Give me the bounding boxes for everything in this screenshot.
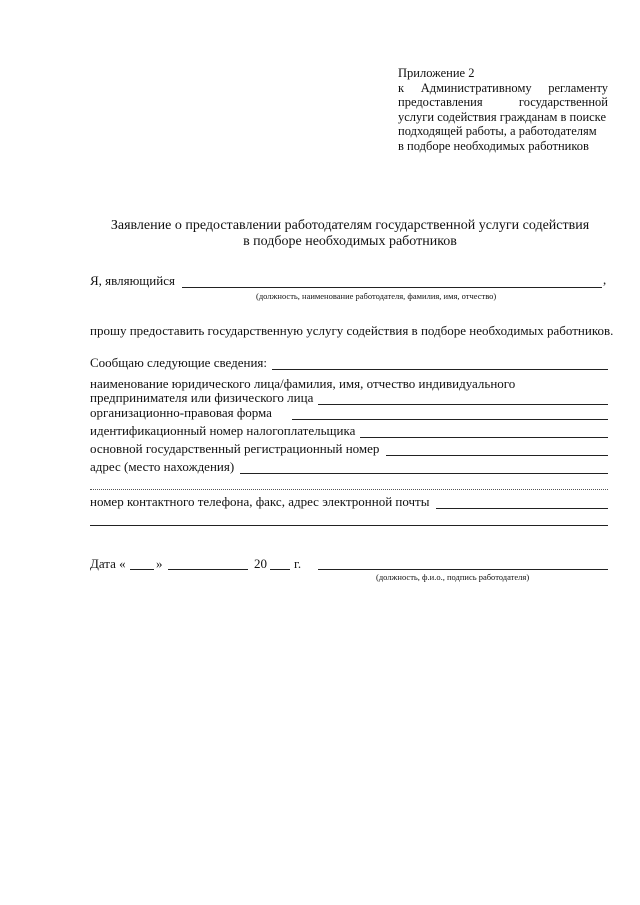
ogrn-field[interactable]: [386, 455, 608, 456]
date-month-field[interactable]: [168, 569, 248, 570]
applicant-label: Я, являющийся: [90, 273, 175, 288]
appendix-number: Приложение 2: [398, 66, 475, 80]
request-text: прошу предоставить государственную услугу содействия в подборе необходимых работников.: [90, 323, 614, 338]
title-line: в подборе необходимых работников: [243, 234, 457, 249]
date-day-field[interactable]: [130, 569, 154, 570]
appendix-line: в подборе необходимых работников: [398, 138, 589, 153]
ogrn-label: основной государственный регистрационный номер: [90, 441, 380, 456]
appendix-line: услуги содействия гражданам в поиске: [398, 109, 606, 124]
applicant-field[interactable]: [182, 287, 602, 288]
year-suffix: г.: [294, 556, 302, 571]
year-prefix: 20: [254, 556, 267, 571]
document-title: [90, 218, 610, 250]
applicant-comma: ,: [603, 272, 607, 287]
applicant-caption: (должность, наименование работодателя, фамилия, имя, отчество): [256, 291, 497, 301]
inn-field[interactable]: [360, 437, 608, 438]
appendix-header: [398, 66, 608, 153]
info-label: Сообщаю следующие сведения:: [90, 355, 268, 370]
appendix-line: к Административному регламенту: [398, 80, 608, 95]
date-label: Дата «: [90, 556, 126, 571]
contacts-field[interactable]: [436, 508, 608, 509]
contacts-label: номер контактного телефона, факс, адрес электронной почты: [90, 494, 430, 509]
appendix-line: подходящей работы, а работодателям: [398, 124, 597, 138]
org-form-label: организационно-правовая форма: [90, 405, 272, 420]
signature-field[interactable]: [318, 569, 608, 570]
appendix-line: предоставления государственной: [398, 95, 608, 109]
date-close-quote: »: [156, 556, 163, 571]
org-form-field[interactable]: [292, 419, 608, 420]
inn-label: идентификационный номер налогоплательщика: [90, 423, 356, 438]
title-line: Заявление о предоставлении работодателям государственной услуги содействия: [110, 218, 590, 233]
legal-name-field[interactable]: [318, 404, 608, 405]
address-label: адрес (место нахождения): [90, 459, 235, 474]
signature-caption: (должность, ф.и.о., подпись работодателя): [376, 572, 530, 582]
legal-name-label-cont: предпринимателя или физического лица: [90, 390, 314, 405]
address-field[interactable]: [240, 473, 608, 474]
info-field[interactable]: [272, 369, 608, 370]
date-year-field[interactable]: [270, 569, 290, 570]
contacts-field-extra[interactable]: [90, 525, 608, 526]
legal-name-label: наименование юридического лица/фамилия, имя, отчество индивидуального: [90, 376, 516, 391]
address-field-extra[interactable]: [90, 489, 608, 490]
